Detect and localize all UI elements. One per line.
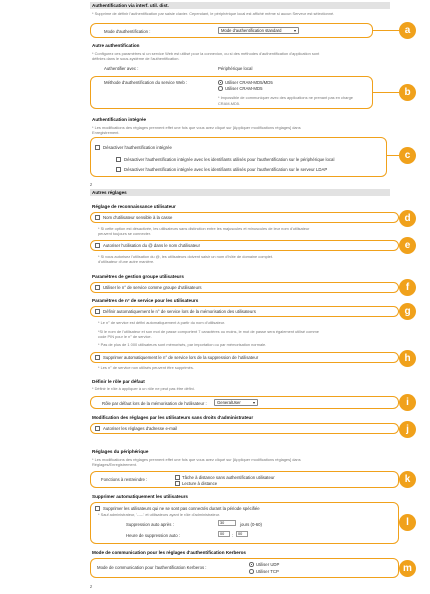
del-time-minute-input[interactable]: 00 bbox=[236, 531, 248, 537]
disable-ldap-checkbox[interactable] bbox=[116, 167, 121, 172]
section-header-bar-other bbox=[90, 189, 390, 196]
radio-note2: CRAM-MD5. bbox=[218, 101, 241, 106]
case-sensitive-label: Nom d'utilisateur sensible à la casse bbox=[103, 215, 173, 220]
section-title-integrated: Authentification intégrée bbox=[92, 117, 147, 122]
callout-badge-c: c bbox=[399, 147, 416, 164]
callout-badge-b: b bbox=[399, 84, 416, 101]
dept-delete-checkbox[interactable] bbox=[95, 355, 100, 360]
other-auth-note2: définies dans le sous-système de l'authentification. bbox=[92, 56, 180, 61]
radio-cram-md5-label: Utiliser CRAM-MD5 bbox=[225, 86, 263, 91]
allow-at-checkbox[interactable] bbox=[95, 243, 100, 248]
dept-del-note: * Les n° de service non utilisés peuvent être supprimés. bbox=[98, 365, 194, 370]
kerb-udp-label: Utiliser UDP bbox=[256, 562, 280, 567]
dept-auto-checkbox[interactable] bbox=[95, 309, 100, 314]
kerb-udp-radio[interactable] bbox=[249, 562, 254, 567]
recog-title: Réglage de reconnaissance utilisateur bbox=[92, 204, 176, 209]
other-auth-note1: * Configurez ces paramètres si un service Web est utilisé pour la connexion, ou si des méthodes d'authentification d'application sont bbox=[92, 51, 320, 56]
callout-badge-m: m bbox=[399, 560, 416, 577]
disable-integrated-checkbox[interactable] bbox=[95, 145, 100, 150]
dept-note4: * Pas de plus de 1 000 utilisateurs sont mémorisés, par importation ou par mémorisation normale. bbox=[98, 342, 267, 347]
collapse-icon[interactable]: ᴢ bbox=[90, 182, 93, 187]
callout-badge-a: a bbox=[399, 22, 416, 39]
callout-badge-j: j bbox=[399, 421, 416, 438]
disable-local-label: Désactiver l'authentification intégrée avec les identifiants utilisés pour l'authentification sur le périphérique local bbox=[124, 157, 335, 162]
auth-with-value: Périphérique local bbox=[218, 66, 253, 71]
group-title: Paramètres de gestion groupe utilisateurs bbox=[92, 274, 184, 279]
auth-mode-value: Mode d'authentification standard bbox=[221, 28, 282, 33]
case-sensitive-checkbox[interactable] bbox=[95, 215, 100, 220]
mod-email-checkbox[interactable] bbox=[95, 426, 100, 431]
kerb-tcp-label: Utiliser TCP bbox=[256, 569, 279, 574]
auto-del-checkbox[interactable] bbox=[95, 506, 100, 511]
callout-badge-f: f bbox=[399, 279, 416, 296]
group-use-checkbox[interactable] bbox=[95, 285, 100, 290]
func1-label: Tâche à distance sans authentification utilisateur bbox=[182, 475, 275, 480]
group-use-label: Utiliser le n° de service comme groupe d'utilisateurs bbox=[103, 285, 202, 290]
auth-mode-label: Mode d'authentification : bbox=[104, 29, 151, 34]
chevron-down-icon: ▾ bbox=[252, 400, 255, 405]
allow-at-label: Autoriser l'utilisation du @ dans le nom d'utilisateur bbox=[103, 243, 201, 248]
radio-note1: * Impossible de communiquer avec des applications ne prenant pas en charge bbox=[218, 95, 353, 100]
time-colon: : bbox=[232, 533, 234, 538]
callout-badge-g: g bbox=[399, 303, 416, 320]
device-title: Réglages du périphérique bbox=[92, 449, 149, 454]
auth-with-label: Authentifier avec : bbox=[104, 66, 139, 71]
role-title: Définir le rôle par défaut bbox=[92, 379, 145, 384]
role-label: Rôle par défaut lors de la mémorisation de l'utilisateur : bbox=[102, 401, 207, 406]
functions-label: Fonctions à restreindre : bbox=[101, 477, 148, 482]
dept-title: Paramètres de n° de service pour les utilisateurs bbox=[92, 298, 199, 303]
mod-title: Modification des réglages par les utilisateurs sans droits d'administrateur bbox=[92, 415, 254, 420]
device-note: * Les modifications des réglages prennent effet une fois que vous avez cliqué sur [Appliquer modifications réglages] dans bbox=[92, 457, 301, 462]
func1-checkbox[interactable] bbox=[175, 475, 180, 480]
role-select[interactable] bbox=[214, 399, 258, 406]
case-note1: * Si cette option est désactivée, les utilisateurs sans distinction entre les majuscules et minuscules de leur nom d'utilisateur bbox=[98, 226, 310, 231]
connector-c bbox=[387, 155, 399, 156]
auto-del-title: Supprimer automatiquement les utilisateurs bbox=[92, 494, 188, 499]
dept-note3: code PIN pour le n° de service. bbox=[98, 334, 152, 339]
del-after-input[interactable]: 30 bbox=[218, 520, 236, 526]
disable-local-checkbox[interactable] bbox=[116, 157, 121, 162]
radio-cram-md5-md5[interactable] bbox=[218, 80, 223, 85]
role-value: GeneralUser bbox=[217, 400, 241, 405]
disable-integrated-label: Désactiver l'authentification intégrée bbox=[103, 145, 172, 150]
mod-email-label: Autoriser les réglages d'adresse e-mail bbox=[103, 426, 178, 431]
chevron-down-icon: ▾ bbox=[293, 28, 296, 33]
callout-badge-l: l bbox=[399, 514, 416, 531]
del-after-label: Suppression auto après : bbox=[126, 522, 174, 527]
integrated-note2: Enregistrement. bbox=[92, 130, 120, 135]
auth-mode-select[interactable] bbox=[218, 27, 299, 34]
callout-badge-k: k bbox=[399, 471, 416, 488]
callout-badge-d: d bbox=[399, 210, 416, 227]
func2-label: Lecture à distance bbox=[182, 481, 218, 486]
kerb-tcp-radio[interactable] bbox=[249, 569, 254, 574]
section-title-other-auth: Autre authentification bbox=[92, 43, 140, 48]
kerb-title: Mode de communication pour les réglages d'authentification Kerberos bbox=[92, 550, 246, 555]
dept-note2: *Si le nom de l'utilisateur et son mot de passe comportent 7 caractères ou moins, le mot de passe sera également utilisé comme bbox=[98, 329, 319, 334]
section-note: * Supprime de définir l'authentification par saisie clavier. Cependant, le périphérique local est affiché même si aucun Serveur est sélectionné. bbox=[92, 11, 335, 16]
web-auth-method-label: Méthode d'authentification du service Web : bbox=[104, 80, 188, 85]
role-note: * Définir le rôle à appliquer à un rôle ne peut pas être défini. bbox=[92, 386, 195, 391]
callout-badge-e: e bbox=[399, 237, 416, 254]
radio-cram-md5-md5-label: Utiliser CRAM-MD5/MD5 bbox=[225, 80, 273, 85]
integrated-note: * Les modifications des réglages prennent effet une fois que vous avez cliqué sur [Appliquer modifications réglages] dans bbox=[92, 125, 301, 130]
connector-b bbox=[373, 92, 399, 93]
connector-a bbox=[373, 30, 399, 31]
section-title-remote-ui-auth: Authentification via interf. util. dist. bbox=[92, 3, 169, 8]
auto-del-note: * Sauf administrateur, '-----' et utilisateurs ayant le rôle d'administrateur. bbox=[98, 512, 221, 517]
disable-ldap-label: Désactiver l'authentification intégrée avec les identifiants utilisés pour l'authentification sur le serveur LDAP bbox=[124, 167, 328, 172]
auto-del-label: Supprimer les utilisateurs qui ne se sont pas connectés durant la période spécifiée bbox=[103, 506, 260, 511]
at-note2: d'utilisateur d'une autre manière. bbox=[98, 259, 155, 264]
section-title-other-settings: Autres réglages bbox=[92, 190, 127, 195]
at-note1: * Si vous autorisez l'utilisation du @, les utilisateurs doivent saisir un nom d'hôte de domaine complet. bbox=[98, 254, 273, 259]
del-time-hour-input[interactable]: 00 bbox=[218, 531, 230, 537]
del-time-label: Heure de suppression auto : bbox=[126, 533, 180, 538]
dept-auto-label: Définir automatiquement le n° de service lors de la mémorisation des utilisateurs bbox=[103, 309, 256, 314]
collapse-icon-bottom[interactable]: ᴢ bbox=[90, 584, 93, 589]
dept-delete-label: Supprimer automatiquement le n° de service lors de la suppression de l'utilisateur bbox=[103, 355, 259, 360]
case-note2: peuvent toujours se connecter. bbox=[98, 231, 151, 236]
dept-note1: * Le n° de service est défini automatiquement à partir du nom d'utilisateur. bbox=[98, 320, 226, 325]
func2-checkbox[interactable] bbox=[175, 481, 180, 486]
radio-cram-md5[interactable] bbox=[218, 86, 223, 91]
kerb-label: Mode de communication pour l'authentification Kerberos : bbox=[97, 565, 207, 570]
device-note2: Réglages/Enregistrement. bbox=[92, 462, 137, 467]
callout-badge-h: h bbox=[399, 350, 416, 367]
del-after-unit: jours (0-60) bbox=[240, 522, 262, 527]
callout-badge-i: i bbox=[399, 394, 416, 411]
